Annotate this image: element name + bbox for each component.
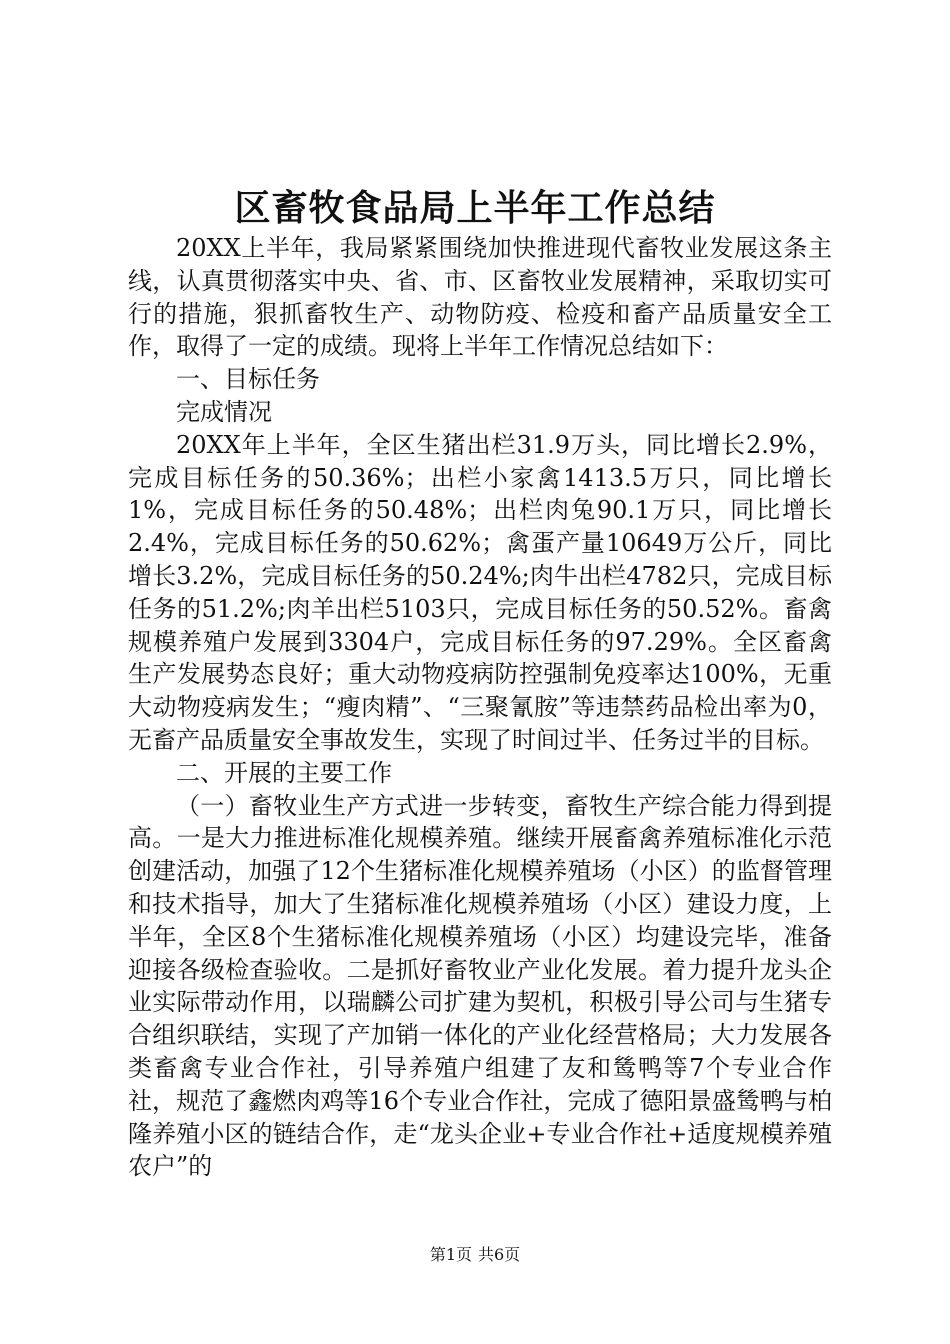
subheading-completion: 完成情况 — [176, 397, 272, 426]
page-footer — [0, 1244, 950, 1266]
page-total: 共6页 — [478, 1245, 521, 1264]
document-title: 区畜牧食品局上半年工作总结 — [234, 187, 716, 229]
page-number: 第1页 — [429, 1245, 472, 1264]
document-body — [128, 232, 832, 1183]
main-work-paragraph: （一）畜牧业生产方式进一步转变，畜牧生产综合能力得到提高。一是大力推进标准化规模养殖。继续开展畜禽养殖标准化示范创建活动，加强了12个生猪标准化规模养殖场（小区）的监督管理和技术指导，加大了生猪标准化规模养殖场（小区）建设力度，上半年，全区8个生猪标准化规模养殖场（小区）均建设完毕，准备迎接各级检查验收。二是抓好畜牧业产业化发展。着力提升龙头企业实际带动作用，以瑞麟公司扩建为契机，积极引导公司与生猪专合组织联结，实现了产加销一体化的产业化经营格局；大力发展各类畜禽专业合作社，引导养殖户组建了友和鸶鸭等7个专业合作社，规范了鑫燃肉鸡等16个专业合作社，完成了德阳景盛鸶鸭与柏隆养殖小区的链结合作，走“龙头企业+专业合作社+适度规模养殖农户”的 — [128, 791, 832, 1181]
intro-paragraph: 20XX上半年，我局紧紧围绕加快推进现代畜牧业发展这条主线，认真贯彻落实中央、省、市、区畜牧业发展精神，采取切实可行的措施，狠抓畜牧生产、动物防疫、检疫和畜产品质量安全工作，取得了一定的成绩。现将上半年工作情况总结如下： — [128, 234, 832, 361]
completion-paragraph: 20XX年上半年，全区生猪出栏31.9万头，同比增长2.9%，完成目标任务的50.36%；出栏小家禽1413.5万只，同比增长1%，完成目标任务的50.48%；出栏肉兔90.1万只，同比增长2.4%，完成目标任务的50.62%；禽蛋产量10649万公斤，同比增长3.2%，完成目标任务的50.24%;肉牛出栏4782只，完成目标任务的51.2%;肉羊出栏5103只，完成目标任务的50.52%。畜禽规模养殖户发展到3304户，完成目标任务的97.29%。全区畜禽生产发展势态良好；重大动物疫病防控强制免疫率达100%，无重大动物疫病发生；“瘦肉精”、“三聚氰胺”等违禁药品检出率为0，无畜产品质量安全事故发生，实现了时间过半、任务过半的目标。 — [128, 430, 832, 754]
section-heading-targets: 一、目标任务 — [176, 365, 320, 394]
section-heading-main-work: 二、开展的主要工作 — [176, 758, 392, 787]
